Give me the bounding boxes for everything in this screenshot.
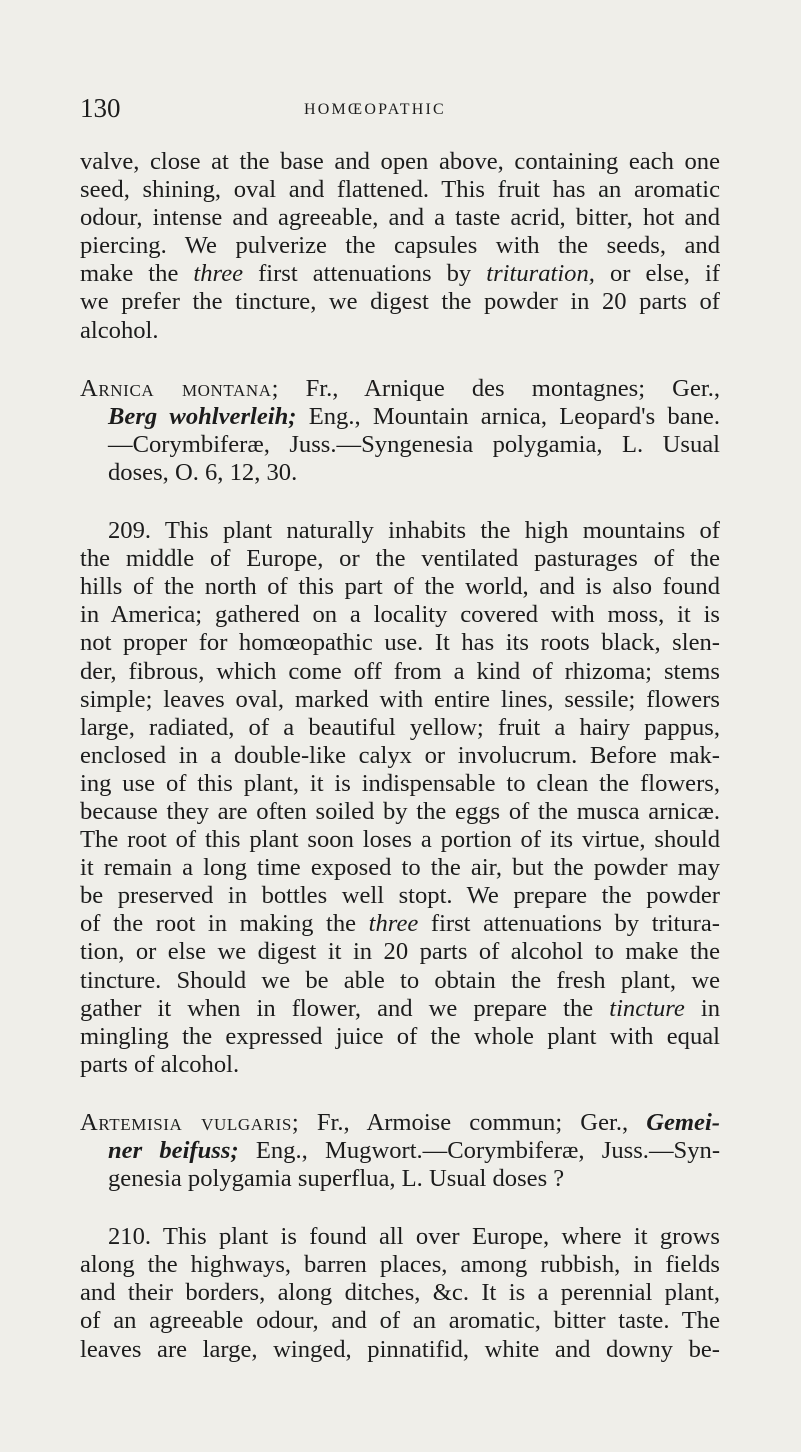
running-head: HOMŒOPATHIC: [304, 101, 446, 118]
entry-title: Arnica montana: [80, 374, 272, 402]
text-line: leaves are large, winged, pinnatifid, white and downy be-: [80, 1335, 720, 1363]
text-line: large, radiated, of a beautiful yellow; fruit a hairy pappus,: [80, 713, 720, 741]
text-line: 210. This plant is found all over Europe, where it grows: [108, 1223, 720, 1251]
entry-title: Artemisia vulgaris: [80, 1108, 292, 1136]
entry-artemisia-vulgaris: [80, 1109, 720, 1193]
text-line: enclosed in a double-like calyx or involucrum. Before mak-: [80, 741, 720, 769]
text-line: 209. This plant naturally inhabits the high mountains of: [108, 517, 720, 545]
text-line: piercing. We pulverize the capsules with the seeds, and: [80, 232, 720, 260]
entry-arnica-montana: [80, 375, 720, 487]
text-line: tion, or else we digest it in 20 parts of alcohol to make the: [80, 938, 720, 966]
text-line: make the three first attenuations by trituration, or else, if: [80, 260, 720, 288]
text-line: parts of alcohol.: [80, 1050, 240, 1078]
text-line: ner beifuss; Eng., Mugwort.—Corymbiferæ, Juss.—Syn-: [108, 1137, 721, 1164]
text-line: it remain a long time exposed to the air, but the powder may: [80, 854, 720, 882]
text-line: der, fibrous, which come off from a kind of rhizoma; stems: [80, 657, 720, 685]
text-line: not proper for homœopathic use. It has its roots black, slen-: [80, 629, 720, 657]
text-line: we prefer the tincture, we digest the powder in 20 parts of: [80, 288, 720, 316]
text-line: the middle of Europe, or the ventilated pasturages of the: [80, 545, 720, 573]
text-line: be preserved in bottles well stopt. We prepare the powder: [80, 882, 720, 910]
text-line: in America; gathered on a locality covered with moss, it is: [80, 601, 720, 629]
text-line: Artemisia vulgaris; Fr., Armoise commun; Ger., Gemei-: [80, 1108, 720, 1136]
page-number: 130: [80, 93, 121, 123]
body-text: [80, 148, 720, 1364]
text-line: valve, close at the base and open above, containing each one: [80, 148, 720, 175]
text-line: tincture. Should we be able to obtain the fresh plant, we: [80, 966, 720, 994]
paragraph-209: [80, 517, 720, 1079]
text-line: of the root in making the three first attenuations by tritura-: [80, 910, 720, 938]
text-line: simple; leaves oval, marked with entire lines, sessile; flowers: [80, 685, 720, 713]
text-line: Arnica montana; Fr., Arnique des montagnes; Ger.,: [80, 374, 720, 402]
text-line: genesia polygamia superflua, L. Usual doses ?: [108, 1165, 565, 1193]
text-line: seed, shining, oval and flattened. This fruit has an aromatic: [80, 176, 720, 204]
text-line: because they are often soiled by the eggs of the musca arnicæ.: [80, 797, 720, 825]
text-line: of an agreeable odour, and of an aromatic, bitter taste. The: [80, 1307, 720, 1335]
text-line: along the highways, barren places, among rubbish, in fields: [80, 1251, 720, 1279]
text-line: hills of the north of this part of the world, and is also found: [80, 573, 720, 601]
text-line: gather it when in flower, and we prepare the tincture in: [80, 994, 721, 1022]
text-line: and their borders, along ditches, &c. It is a perennial plant,: [80, 1279, 720, 1307]
text-line: odour, intense and agreeable, and a taste acrid, bitter, hot and: [80, 204, 720, 232]
page-header: [80, 90, 720, 126]
text-line: ing use of this plant, it is indispensable to clean the flowers,: [80, 769, 720, 797]
text-line: Berg wohlverleih; Eng., Mountain arnica, Leopard's bane.: [108, 402, 720, 430]
text-line: —Corymbiferæ, Juss.—Syngenesia polygamia, L. Usual: [108, 430, 720, 458]
text-line: alcohol.: [80, 316, 159, 344]
text-line: doses, O. 6, 12, 30.: [108, 458, 298, 486]
paragraph-continuation: [80, 148, 720, 345]
text-line: The root of this plant soon loses a portion of its virtue, should: [80, 826, 720, 854]
paragraph-210: [80, 1223, 720, 1363]
text-line: mingling the expressed juice of the whole plant with equal: [80, 1022, 720, 1050]
